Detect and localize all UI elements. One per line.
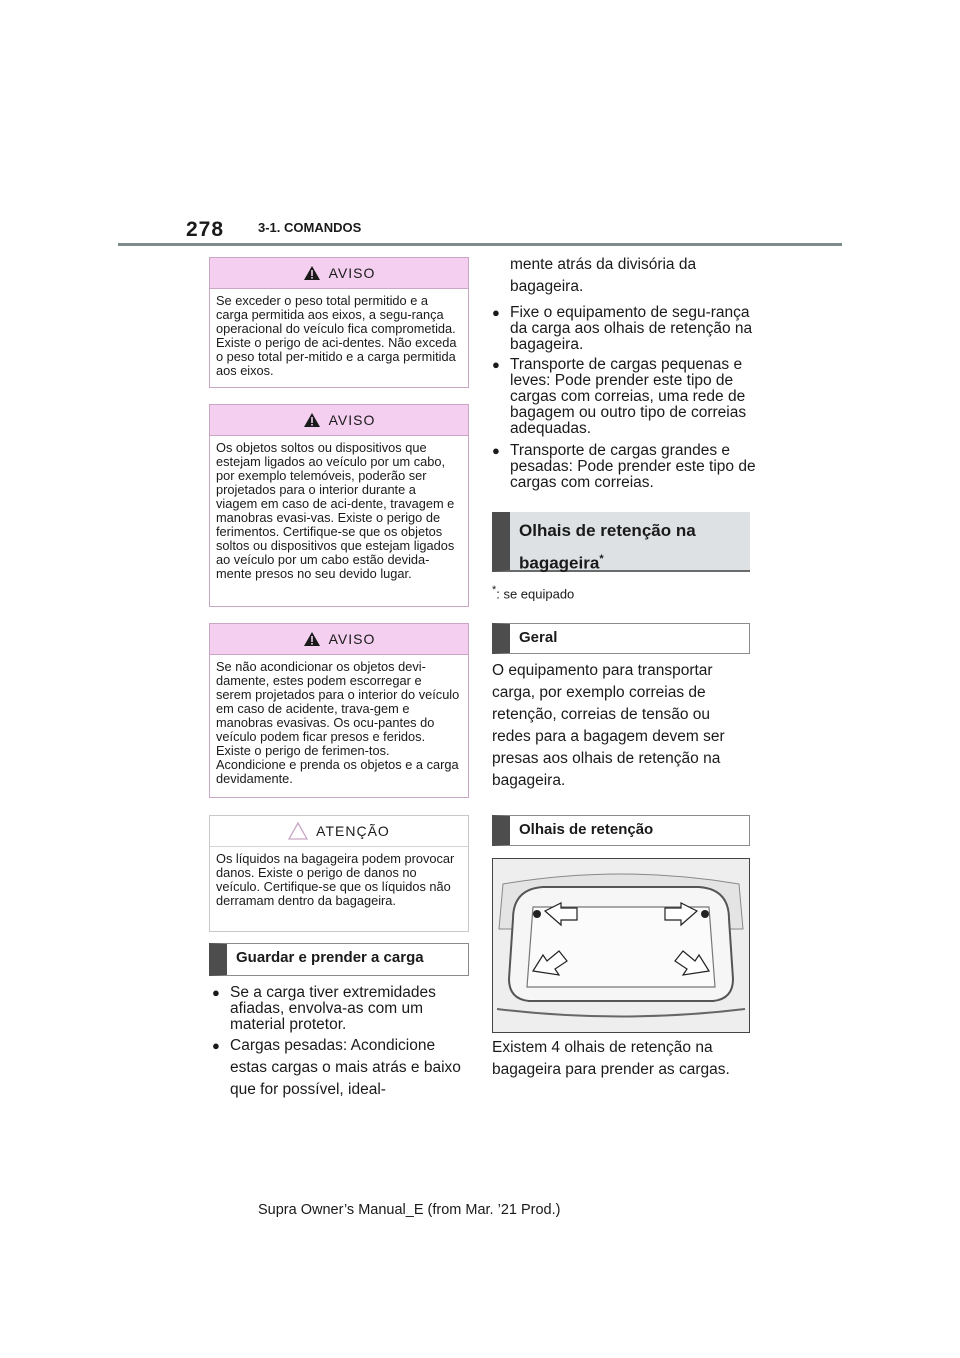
continuation-text: mente atrás da divisória da bagageira.	[510, 256, 697, 295]
caution-label: ATENÇÃO	[316, 823, 390, 839]
warning-text: Os objetos soltos ou dispositivos que estejam ligados ao veículo por um cabo, por exemplo telemóveis, poderão ser projetados para o interior durante a viagem em caso de aci-dente, travagem e manobras evasi-vas. Existe o perigo de ferimentos. Certifique-se que os objetos soltos ou dispositivos que estejam ligados ao veículo por um cabo estão devida-mente presos no seu devido lugar.	[216, 440, 455, 581]
caution-header	[210, 816, 468, 847]
warning-box-2	[209, 404, 469, 607]
caption-text: Existem 4 olhais de retenção na bagageira para prender as cargas.	[492, 1039, 730, 1078]
warning-header	[210, 624, 468, 655]
bullet-item: ● Cargas pesadas: Acondicione estas cargas o mais atrás e baixo que for possível, ideal-	[212, 1035, 466, 1101]
bullet-item: ● Transporte de cargas pequenas e leves: Pode prender este tipo de cargas com correias, uma rede de bagagem ou outro tipo de correias adequadas.	[492, 357, 760, 437]
warning-label: AVISO	[328, 265, 376, 281]
heading-guardar-carga: Guardar e prender a carga	[209, 943, 469, 976]
bullet-item: ● Transporte de cargas grandes e pesadas: Pode prender este tipo de cargas com correias.	[492, 443, 762, 491]
caution-text: Os líquidos na bagageira podem provocar danos. Existe o perigo de danos no veículo. Certifique-se que os líquidos não derramam dentro da bagageira.	[216, 851, 455, 908]
bullet-item: ● Fixe o equipamento de segu-rança da carga aos olhais de retenção na bagageira.	[492, 305, 760, 353]
warning-box-3	[209, 623, 469, 798]
heading-olhais-bagageira	[492, 512, 750, 572]
asterisk: *	[599, 553, 604, 565]
warning-text: Se exceder o peso total permitido e a carga permitida aos eixos, a segu-rança operacional do veículo fica comprometida. Existe o perigo de aci-dentes. Não exceda o peso total per-mitido e a carga permitida aos eixos.	[216, 293, 457, 378]
warning-label: AVISO	[328, 412, 376, 428]
warning-icon	[303, 265, 321, 281]
footnote	[492, 584, 574, 601]
general-text: O equipamento para transportar carga, por exemplo correias de retenção, correias de tensão ou redes para a bagagem devem ser presas aos olhais de retenção na bagageira.	[492, 662, 725, 789]
heading-olhais-retencao: Olhais de retenção	[492, 815, 750, 846]
warning-header	[210, 258, 468, 289]
section-title: 3-1. COMANDOS	[258, 220, 362, 235]
header-rule	[118, 243, 842, 246]
caution-box	[209, 815, 469, 932]
warning-header	[210, 405, 468, 436]
footnote-mark: *	[492, 584, 497, 596]
caution-icon	[288, 822, 308, 840]
warning-label: AVISO	[328, 631, 376, 647]
trunk-illustration	[492, 858, 750, 1033]
page-number: 278	[186, 218, 225, 241]
heading-text: Olhais de retenção na bagageira	[519, 521, 696, 573]
warning-box-1	[209, 257, 469, 388]
heading-geral: Geral	[492, 623, 750, 654]
warning-text: Se não acondicionar os objetos devi-damente, estes podem escorregar e serem projetados para o interior do veículo em caso de acidente, trava-gem e manobras evasivas. Os ocu-pantes do veículo podem ficar presos e feridos. Existe o perigo de ferimen-tos. Acondicione e prenda os objetos e a carga devidamente.	[216, 659, 460, 786]
bullet-item: ● Se a carga tiver extremidades afiadas, envolva-as com um material protetor.	[212, 985, 470, 1033]
warning-icon	[303, 412, 321, 428]
trunk-drawing	[493, 859, 749, 1032]
warning-icon	[303, 631, 321, 647]
footer: Supra Owner’s Manual_E (from Mar. ’21 Prod.)	[258, 1202, 561, 1218]
footnote-text: : se equipado	[496, 586, 575, 602]
